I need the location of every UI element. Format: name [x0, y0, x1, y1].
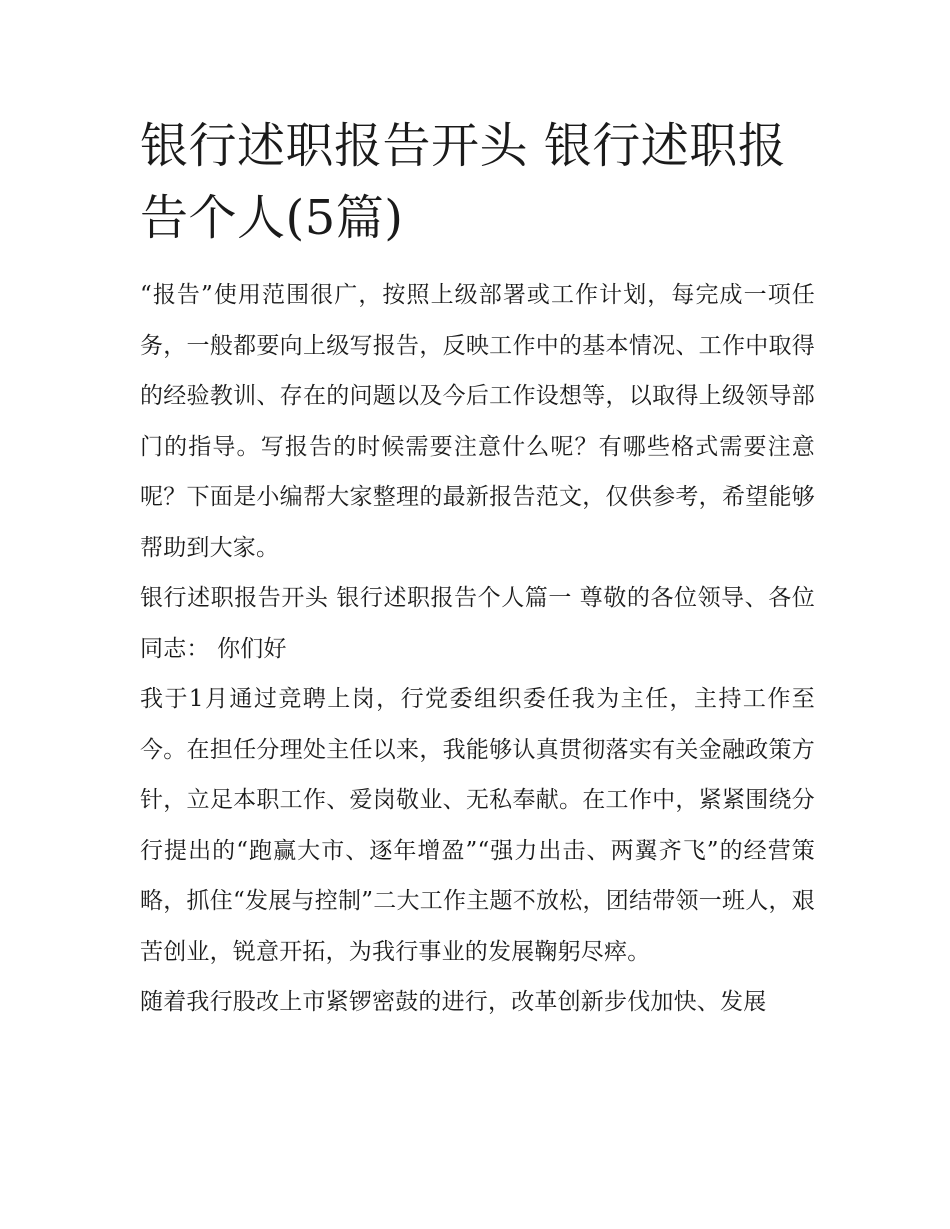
body-paragraph: 我于1月通过竞聘上岗，行党委组织委任我为主任，主持工作至今。在担任分理处主任以来，我能够认真贯彻落实有关金融政策方针，立足本职工作、爱岗敬业、无私奉献。在工作中，紧紧围绕分行提出的“跑赢大市、逐年增盈”“强力出击、两翼齐飞”的经营策略，抓住“发展与控制”二大工作主题不放松，团结带领一班人，艰苦创业，锐意开拓，为我行事业的发展鞠躬尽瘁。 [140, 686, 815, 965]
section-heading-paragraph: 银行述职报告开头 银行述职报告个人篇一 尊敬的各位领导、各位同志： 你们好 [140, 585, 815, 662]
document-page [140, 110, 815, 1028]
document-title: 银行述职报告开头 银行述职报告个人(5篇) [140, 118, 787, 246]
body-paragraph: 随着我行股改上市紧锣密鼓的进行，改革创新步伐加快、发展 [140, 989, 767, 1015]
intro-paragraph: “报告”使用范围很广，按照上级部署或工作计划，每完成一项任务，一般都要向上级写报告，反映工作中的基本情况、工作中取得的经验教训、存在的问题以及今后工作设想等，以取得上级领导部门的指导。写报告的时候需要注意什么呢？有哪些格式需要注意呢？下面是小编帮大家整理的最新报告范文，仅供参考，希望能够帮助到大家。 [140, 282, 815, 561]
